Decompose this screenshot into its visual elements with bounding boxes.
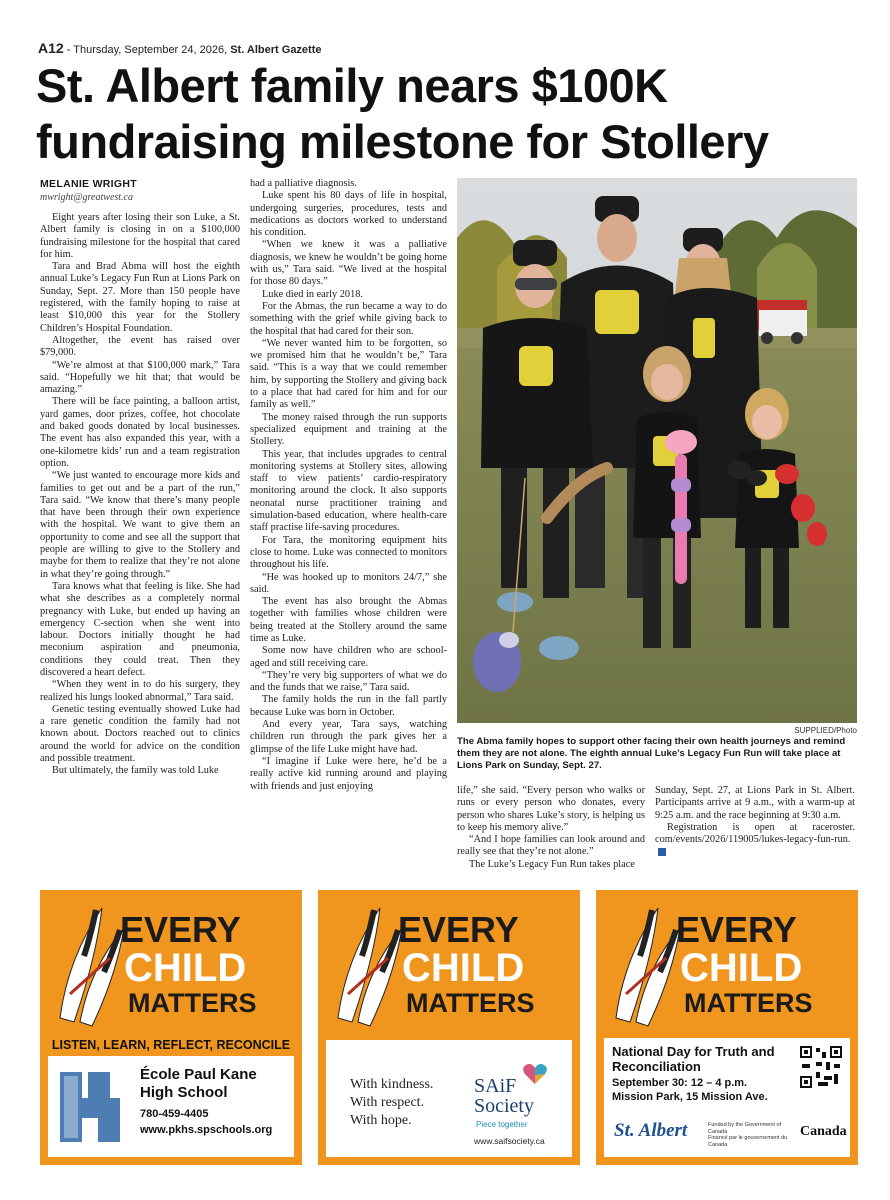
every-child-matters-wordmark — [676, 909, 813, 1018]
event-title: National Day for Truth and Reconciliation — [612, 1044, 775, 1074]
feathers-icon — [328, 898, 408, 1028]
funding-credit-fr: Financé par le gouvernement du Canada — [708, 1135, 788, 1148]
motto-line: With kindness. — [350, 1077, 434, 1092]
paragraph: “We never wanted him to be forgotten, so we promised him that he wouldn’t be,” Tara said. “This is a way that we could remember him, by supporting the Stollery and giving back to a place that had cared for him and for our family as well.” — [250, 337, 447, 411]
paragraph: life,” she said. “Every person who walks or runs or every person who donates, every person who shares Luke’s story, is helping us to keep his memory alive.” — [457, 785, 645, 833]
saif-website[interactable]: www.saifsociety.ca — [474, 1136, 545, 1146]
event-time: September 30: 12 – 4 p.m. — [612, 1077, 748, 1089]
author-name: MELANIE WRIGHT — [40, 178, 137, 190]
school-website[interactable]: www.pkhs.spschools.org — [140, 1124, 273, 1136]
end-of-story-icon — [658, 848, 666, 856]
wordmark-every: EVERY — [120, 909, 241, 950]
page-number: A12 — [38, 40, 64, 56]
saif-logo-line2: Society — [474, 1095, 534, 1117]
wordmark-child: CHILD — [680, 946, 803, 990]
paragraph: And every year, Tara says, watching children run through the park gives her a glimpse of the life Luke might have had. — [250, 719, 447, 755]
paragraph: Tara and Brad Abma will host the eighth annual Luke’s Legacy Fun Run at Lions Park on Sunday, Sept. 27. More than 150 people have registered, with the family hoping to raise at least $10,000 this year for the Stollery Children’s Hospital Foundation. — [40, 261, 240, 334]
feathers-icon — [606, 898, 686, 1028]
qr-code-icon[interactable] — [798, 1044, 844, 1090]
paragraph: “We’re almost at that $100,000 mark,” Tara said. “Hopefully we hit that; that would be amazing.” — [40, 359, 240, 396]
paragraph: “He was hooked up to monitors 24/7,” she said. — [250, 571, 447, 595]
paragraph: Genetic testing eventually showed Luke had a rare genetic condition the family had not known about. Doctors reached out to clinics around the world for advice on the condition and possible treatment. — [40, 703, 240, 765]
article-headline: St. Albert family nears $100K fundraising milestone for Stollery — [36, 59, 769, 168]
paragraph: Some now have children who are school-aged and still receiving care. — [250, 645, 447, 669]
city-st-albert-logo: St. Albert — [614, 1120, 688, 1141]
paragraph: The family holds the run in the fall partly because Luke was born in October. — [250, 694, 447, 718]
event-panel — [604, 1038, 850, 1157]
ad-every-child-matters-saif[interactable] — [318, 890, 580, 1165]
wordmark-child: CHILD — [124, 946, 247, 990]
every-child-matters-wordmark — [398, 909, 535, 1018]
byline — [40, 178, 137, 203]
photo-caption: The Abma family hopes to support other facing their own health journeys and remind them they are not alone. The eighth annual Luke’s Legacy Fun Run will take place at Lions Park on Sunday, Sept. 27. — [457, 736, 846, 771]
paragraph: The Luke’s Legacy Fun Run takes place — [469, 858, 635, 870]
paragraph: “When they went in to do his surgery, they realized his lungs looked abnormal,” Tara said. — [40, 679, 240, 703]
wordmark-matters: MATTERS — [406, 988, 535, 1018]
funding-credit — [708, 1122, 798, 1148]
paragraph: The money raised through the run supports specialized equipment and training at the Stollery. — [250, 411, 447, 448]
wordmark-matters: MATTERS — [128, 988, 257, 1018]
family-photo — [457, 178, 857, 723]
issue-date: - Thursday, September 24, 2026, — [63, 44, 231, 56]
ad-every-child-matters-school[interactable] — [40, 890, 302, 1165]
publication-name: St. Albert Gazette — [230, 44, 322, 56]
saif-tagline: Piece together — [476, 1120, 528, 1129]
registration-link[interactable]: Registration is open at raceroster. com/events/2026/119005/lukes-legacy-fun-run. — [655, 821, 855, 846]
motto-line: With hope. — [350, 1113, 412, 1128]
paragraph: “And I hope families can look around and really see that they’re not alone.” — [457, 834, 645, 858]
saif-logo — [474, 1076, 534, 1116]
paragraph: The event has also brought the Abmas together with families whose children were being treated at the Stollery around the same time as Luke. — [250, 596, 447, 644]
paragraph: Sunday, Sept. 27, at Lions Park in St. Albert. Participants arrive at 9 a.m., with a warm-up at 9:25 a.m. and the race beginning at 9:30 a.m. — [655, 785, 855, 821]
paragraph — [655, 822, 855, 859]
school-name: École Paul Kane High School — [140, 1066, 257, 1101]
article-column-4 — [655, 785, 855, 859]
funding-credit-en: Funded by the Government of Canada — [708, 1122, 782, 1135]
paragraph: Luke died in early 2018. — [262, 288, 363, 300]
paragraph: For Tara, the monitoring equipment hits close to home. Luke was connected to monitors throughout his life. — [250, 534, 447, 571]
paragraph: This year, that includes upgrades to central monitoring systems at Stollery sites, allowing staff to view patients’ cardio-respiratory monitoring around the clock. It also supports neonatal nurse practitioner training and simulation-based education, where health-care staff practise life-saving procedures. — [250, 448, 447, 534]
author-email[interactable]: mwright@greatwest.ca — [40, 192, 133, 203]
wordmark-matters: MATTERS — [684, 988, 813, 1018]
canada-wordmark: Canada — [800, 1124, 847, 1139]
wordmark-every: EVERY — [398, 909, 519, 950]
paragraph: Luke spent his 80 days of life in hospital, undergoing surgeries, procedures, tests and medications as doctors worked to understand his condition. — [250, 190, 447, 239]
event-location: Mission Park, 15 Mission Ave. — [612, 1091, 768, 1103]
article-column-3 — [457, 785, 645, 871]
ad-every-child-matters-city[interactable] — [596, 890, 858, 1165]
paragraph: Eight years after losing their son Luke, a St. Albert family is closing in on a $100,000 fundraising milestone for the hospital that cared for him. — [40, 212, 240, 260]
paragraph: had a palliative diagnosis. — [250, 178, 357, 189]
paragraph: There will be face painting, a balloon artist, yard games, door prizes, coffee, hot chocolate and baked goods donated by local businesses. The event has also expanded this year, with a one-kilometre kids’ run and a team registration option. — [40, 396, 240, 469]
paragraph: “We just wanted to encourage more kids and families to get out and be a part of the run,” Tara said. “We know that there’s many people that have been through their own experience with the hospital. We want to give them an opportunity to come and see all the support that people are willing to give to the Stollery and maybe for them to realize that they’re not alone in what they’re going through.” — [40, 470, 240, 580]
paragraph: “They’re very big supporters of what we do and the funds that we raise,” Tara said. — [250, 669, 447, 694]
article-column-2 — [250, 178, 447, 793]
paragraph: But ultimately, the family was told Luke — [52, 765, 219, 777]
event-details — [612, 1076, 768, 1104]
feathers-icon — [50, 898, 130, 1028]
article-column-1 — [40, 212, 240, 778]
wordmark-child: CHILD — [402, 946, 525, 990]
wordmark-every: EVERY — [676, 909, 797, 950]
photo-credit: SUPPLIED/Photo — [794, 726, 857, 735]
pk-school-logo-icon — [58, 1068, 134, 1146]
saif-motto — [350, 1076, 433, 1130]
saif-panel — [326, 1040, 572, 1157]
paragraph: For the Abmas, the run became a way to do something with the grief while giving back to the hospital that had cared for their son. — [250, 300, 447, 337]
saif-logo-line1: SAiF — [474, 1075, 517, 1097]
paragraph: Tara knows what that feeling is like. She had what she describes as a completely normal pregnancy with Luke, but ended up having an emergency C-section when she went into labour. Doctors initially thought he had meconium aspiration and pneumonia, conditions they could treat. Then they discovered a heart defect. — [40, 580, 240, 678]
motto-line: With respect. — [350, 1095, 425, 1110]
ad-slogan: LISTEN, LEARN, REFLECT, RECONCILE — [51, 1038, 291, 1052]
school-phone[interactable]: 780-459-4405 — [140, 1108, 209, 1120]
page-folio — [38, 40, 322, 56]
school-panel — [48, 1056, 294, 1157]
paragraph: “When we knew it was a palliative diagnosis, we knew he wouldn’t be going home with us,” Tara said. “We lived at the hospital for those 80 days.” — [250, 239, 447, 288]
every-child-matters-wordmark — [120, 909, 257, 1018]
paragraph: Altogether, the event has raised over $79,000. — [40, 334, 240, 359]
paragraph: “I imagine if Luke were here, he’d be a really active kid running around and playing with friends and just enjoying — [250, 755, 447, 792]
